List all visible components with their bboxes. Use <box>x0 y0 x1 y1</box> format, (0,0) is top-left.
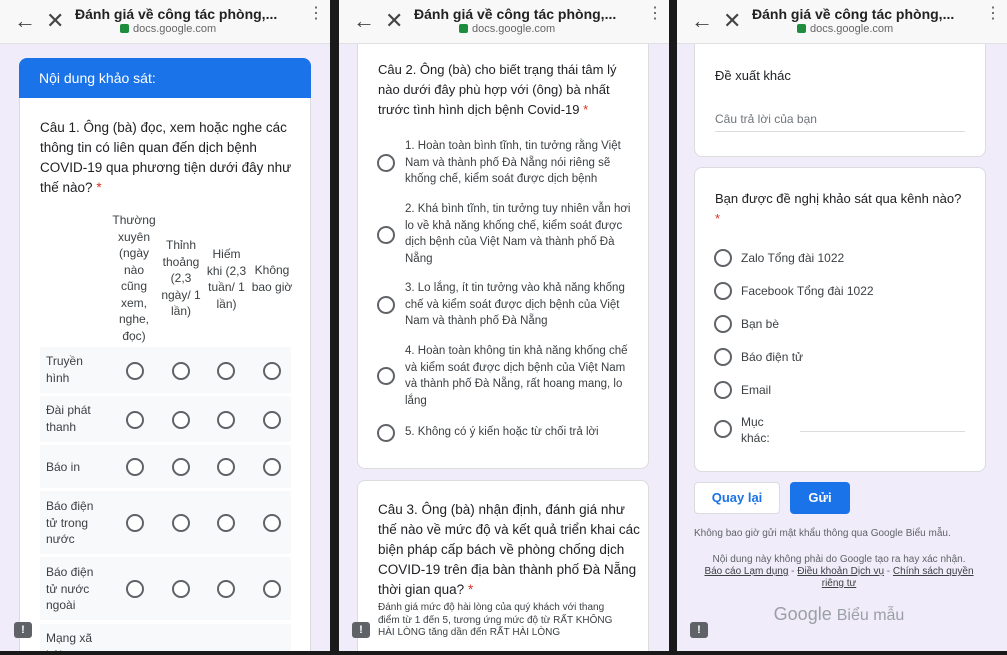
option-label: 1. Hoàn toàn bình tĩnh, tin tưởng rằng Việt Nam và thành phố Đà Nẵng nói riêng sẽ khống chế, kiểm soát được dịch bệnh <box>405 140 621 185</box>
url-text: docs.google.com <box>810 23 894 35</box>
page-title: Đánh giá về công tác phòng,... <box>414 6 617 22</box>
row-label: Báo điện tử trong nước <box>46 499 94 546</box>
required-mark: * <box>715 211 721 226</box>
grid-row <box>40 557 291 620</box>
more-vert-icon[interactable]: ⋮ <box>985 5 1001 22</box>
page-url <box>120 23 216 35</box>
option-label: 2. Khá bình tĩnh, tin tưởng tuy nhiên vẫn hơi lo về khả năng khống chế, kiểm soát được dịch bệnh của Việt Nam và thành phố Đà Nẵng <box>405 203 631 265</box>
radio-button[interactable] <box>172 514 190 532</box>
panel-divider <box>330 0 339 655</box>
option-label: 3. Lo lắng, ít tin tưởng vào khả năng khống chế và kiểm soát được dịch bệnh của Việt Nam và thành phố Đà Nẵng <box>405 282 625 327</box>
radio-button[interactable] <box>377 296 395 314</box>
radio-button[interactable] <box>263 514 281 532</box>
suggestion-label: Đề xuất khác <box>715 68 791 83</box>
required-mark: * <box>96 180 102 195</box>
option-label: 4. Hoàn toàn không tin khả năng khống chế và kiểm soát được dịch bệnh của Việt Nam và thành phố Đà Nẵng, rất hoang mang, lo lắng <box>405 345 628 407</box>
lock-icon <box>797 24 806 33</box>
row-label: Truyền hình <box>46 354 83 385</box>
radio-button[interactable] <box>714 249 732 267</box>
page-title: Đánh giá về công tác phòng,... <box>75 6 278 22</box>
grid-row <box>40 445 291 488</box>
feedback-icon[interactable]: ! <box>14 622 32 638</box>
grid-row <box>40 491 291 554</box>
url-text: docs.google.com <box>472 23 556 35</box>
radio-button[interactable] <box>126 411 144 429</box>
question3-text <box>378 500 640 600</box>
radio-button[interactable] <box>217 580 235 598</box>
radio-button[interactable] <box>714 282 732 300</box>
required-mark: * <box>467 582 474 597</box>
option-label: Zalo Tổng đài 1022 <box>741 251 845 265</box>
back-arrow-icon[interactable]: ← <box>691 8 713 33</box>
password-notice: Không bao giờ gửi mật khẩu thông qua Google Biểu mẫu. <box>694 528 951 539</box>
browser-toolbar <box>0 0 330 44</box>
close-icon[interactable]: ✕ <box>723 8 742 33</box>
radio-button[interactable] <box>172 580 190 598</box>
option-label: Báo điện tử <box>741 350 804 364</box>
radio-button[interactable] <box>126 580 144 598</box>
grid-col-header-2: Thỉnh thoảng (2,3 ngày/ 1 lần) <box>161 238 201 318</box>
question1-label: Câu 1. Ông (bà) đọc, xem hoặc nghe các thông tin có liên quan đến dịch bệnh COVID-19 qua phương tiện dưới đây như thế nào? <box>40 120 292 195</box>
question2-label: Câu 2. Ông (bà) cho biết trạng thái tâm lý nào dưới đây phù hợp với (ông) bà nhất trước tình hình dịch bệnh Covid-19 <box>378 62 617 117</box>
report-abuse-link[interactable]: Báo cáo Lạm dụng <box>704 566 789 577</box>
link-separator: - <box>884 566 893 577</box>
disclaimer: Nội dung này không phải do Google tạo ra hay xác nhận. <box>712 554 966 565</box>
radio-button[interactable] <box>217 514 235 532</box>
browser-toolbar <box>677 0 1007 44</box>
radio-button[interactable] <box>377 154 395 172</box>
back-arrow-icon[interactable]: ← <box>353 8 375 33</box>
logo-google: Google <box>773 604 832 624</box>
logo-forms: Biểu mẫu <box>836 607 905 624</box>
close-icon[interactable]: ✕ <box>385 8 404 33</box>
google-forms-logo <box>694 604 984 625</box>
required-mark: * <box>583 102 589 117</box>
option-label: Mục khác: <box>741 415 770 445</box>
grid-row <box>40 347 291 393</box>
grid-col-header-4: Không bao giờ <box>251 263 293 294</box>
more-vert-icon[interactable]: ⋮ <box>308 5 324 22</box>
lock-icon <box>459 24 468 33</box>
question3-description: Đánh giá mức độ hài lòng của quý khách với thang điểm từ 1 đến 5, tương ứng mức độ từ RẤT KHÔNG HÀI LÒNG tăng dần đến RẤT HÀI LÒNG <box>378 602 613 638</box>
radio-button[interactable] <box>263 580 281 598</box>
submit-button[interactable]: Gửi <box>790 482 850 514</box>
radio-button[interactable] <box>263 362 281 380</box>
channel-question <box>715 189 970 229</box>
question1-text <box>40 118 295 198</box>
other-input[interactable] <box>800 431 965 432</box>
feedback-icon[interactable]: ! <box>690 622 708 638</box>
more-vert-icon[interactable]: ⋮ <box>647 5 663 22</box>
link-separator: - <box>788 566 798 577</box>
radio-button[interactable] <box>217 458 235 476</box>
radio-button[interactable] <box>263 458 281 476</box>
grid-col-header-1: Thường xuyên (ngày nào cũng xem, nghe, đọc) <box>112 213 156 343</box>
row-label: Báo in <box>46 460 81 474</box>
radio-button[interactable] <box>126 514 144 532</box>
url-text: docs.google.com <box>133 23 217 35</box>
radio-button[interactable] <box>714 315 732 333</box>
grid-col-header-3: Hiếm khi (2,3 tuần/ 1 lần) <box>206 247 247 311</box>
radio-button[interactable] <box>217 362 235 380</box>
radio-button[interactable] <box>714 348 732 366</box>
suggestion-card <box>694 42 986 157</box>
feedback-icon[interactable]: ! <box>352 622 370 638</box>
row-label: Đài phát thanh <box>46 403 91 434</box>
page-url <box>459 23 555 35</box>
radio-button[interactable] <box>172 458 190 476</box>
row-label: Báo điện tử nước ngoài <box>46 565 94 612</box>
option-label: Bạn bè <box>741 317 780 331</box>
radio-button[interactable] <box>263 411 281 429</box>
radio-button[interactable] <box>714 420 732 438</box>
radio-button[interactable] <box>126 362 144 380</box>
suggestion-input[interactable]: Câu trả lời của bạn <box>715 112 965 132</box>
browser-toolbar <box>339 0 669 44</box>
row-label: Mạng xã <box>46 631 93 645</box>
bottom-border <box>0 651 1007 655</box>
radio-button[interactable] <box>126 458 144 476</box>
privacy-link[interactable]: Chính sách quyền riêng tư <box>821 566 974 589</box>
grid-row <box>40 396 291 442</box>
radio-button[interactable] <box>714 381 732 399</box>
option-label: Email <box>741 383 772 397</box>
radio-button[interactable] <box>172 411 190 429</box>
page-url <box>797 23 893 35</box>
close-icon[interactable]: ✕ <box>46 8 65 33</box>
channel-question-label: Bạn được đề nghị khảo sát qua kênh nào? <box>715 191 962 206</box>
radio-button[interactable] <box>377 226 395 244</box>
question3-label: Câu 3. Ông (bà) nhận định, đánh giá như thế nào về mức độ và kết quả triển khai các biện pháp cấp bách về phòng chống dịch COVID-19 trên địa bàn thành phố Đà Nẵng thời gian qua? <box>378 502 640 597</box>
radio-button[interactable] <box>172 362 190 380</box>
lock-icon <box>120 24 129 33</box>
radio-button[interactable] <box>217 411 235 429</box>
back-arrow-icon[interactable]: ← <box>14 8 36 33</box>
terms-link[interactable]: Điều khoản Dịch vụ <box>797 566 885 577</box>
page-title: Đánh giá về công tác phòng,... <box>752 6 955 22</box>
radio-button[interactable] <box>377 367 395 385</box>
back-button[interactable]: Quay lại <box>694 482 780 514</box>
footer-links <box>694 566 984 590</box>
panel-divider <box>669 0 677 655</box>
radio-button[interactable] <box>377 424 395 442</box>
question2-text <box>378 60 636 120</box>
option-label: Facebook Tổng đài 1022 <box>741 284 874 298</box>
section-header: Nội dung khảo sát: <box>19 58 311 98</box>
option-label: 5. Không có ý kiến hoặc từ chối trả lời <box>405 426 599 438</box>
